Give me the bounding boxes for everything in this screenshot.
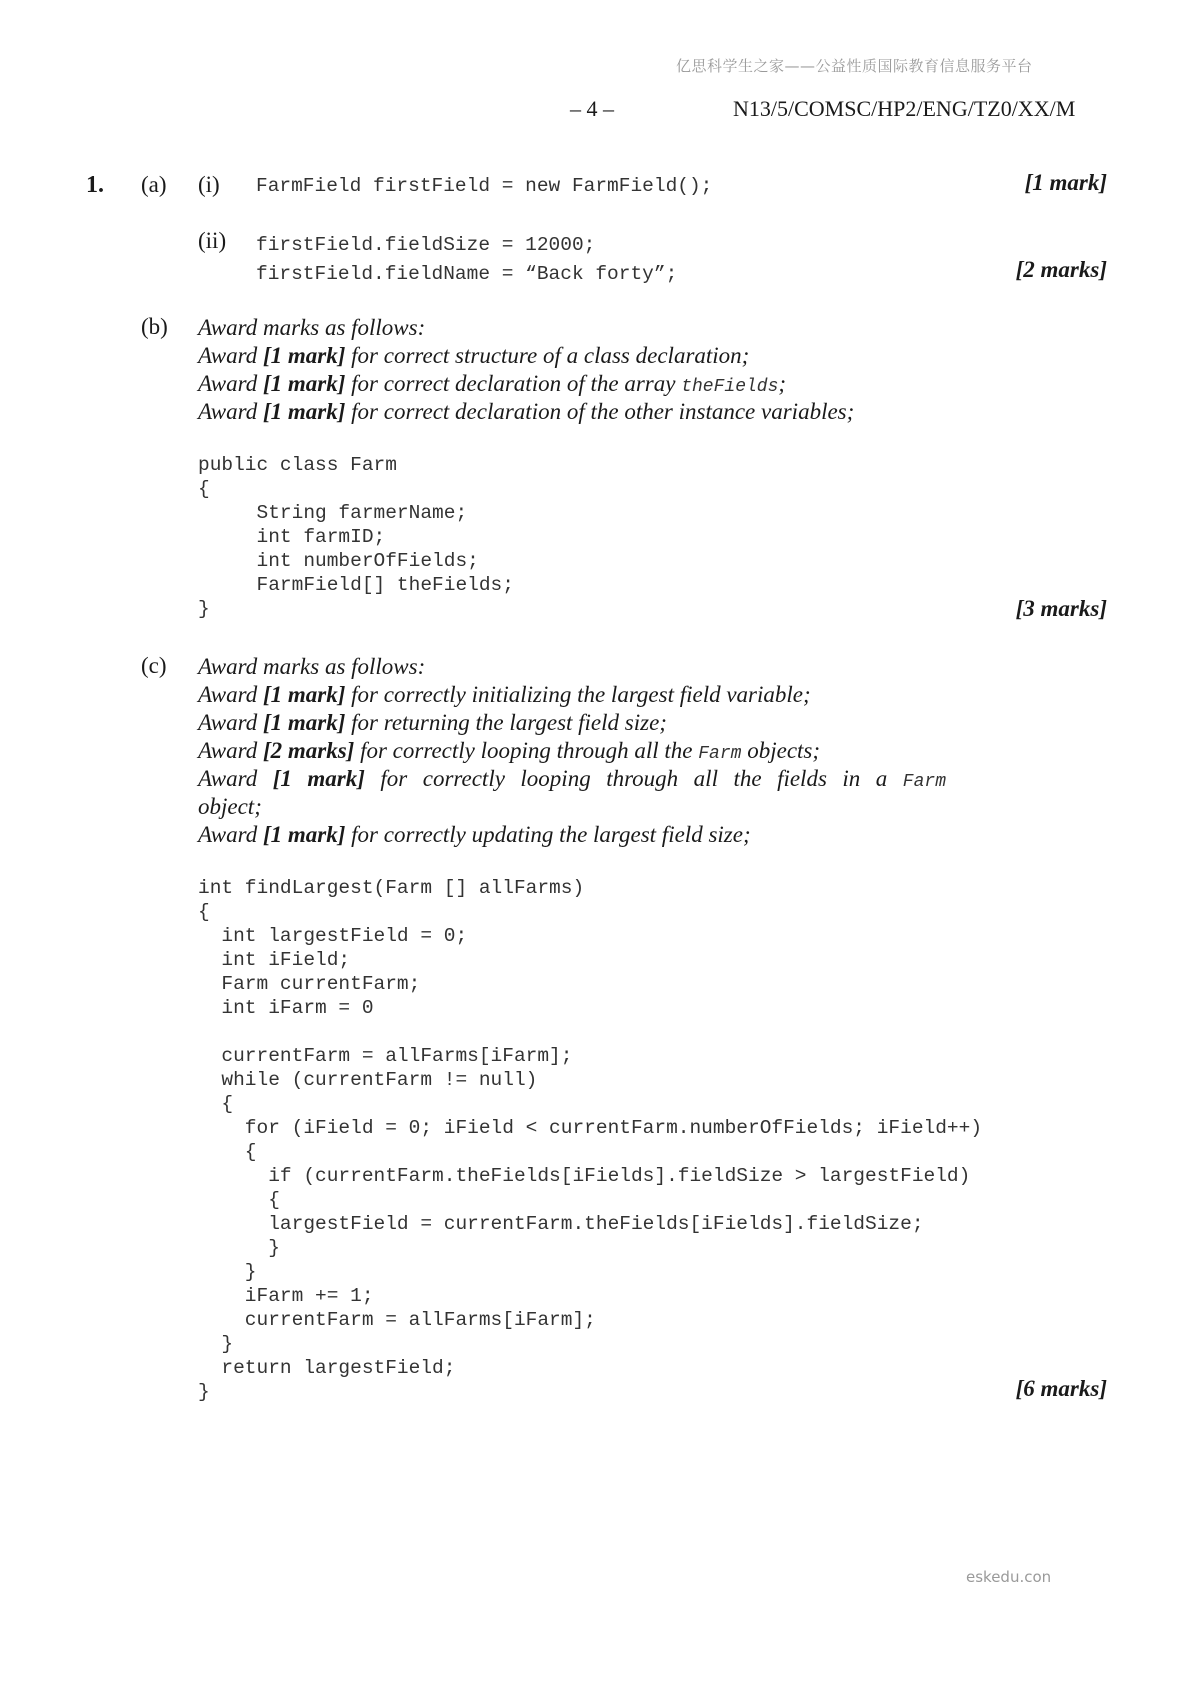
part-c-label: (c) <box>141 653 167 678</box>
part-c-line-2: Award [1 mark] for returning the largest field size; <box>198 710 667 735</box>
part-a-ii-marks: [2 marks] <box>1015 257 1107 282</box>
page-number: – 4 – <box>570 96 614 121</box>
part-b-intro: Award marks as follows: <box>198 315 426 340</box>
part-a-i-label: (i) <box>198 172 220 197</box>
paper-code: N13/5/COMSC/HP2/ENG/TZ0/XX/M <box>733 96 1076 121</box>
part-c-marks: [6 marks] <box>1015 1376 1107 1401</box>
part-b-line-1: Award [1 mark] for correct structure of a class declaration; <box>198 343 750 368</box>
watermark-top: 亿思科学生之家——公益性质国际教育信息服务平台 <box>676 57 1033 75</box>
part-c-intro: Award marks as follows: <box>198 654 426 679</box>
part-c-line-5: Award [1 mark] for correctly updating the largest field size; <box>198 822 751 847</box>
question-number: 1. <box>86 172 104 198</box>
part-c-line-3: Award [2 marks] for correctly looping through all the Farm objects; <box>198 738 821 764</box>
watermark-bottom: eskedu.con <box>966 1568 1052 1586</box>
part-a-label: (a) <box>141 172 167 197</box>
part-a-i-marks: [1 mark] <box>1024 170 1107 195</box>
part-c-line-1: Award [1 mark] for correctly initializing the largest field variable; <box>198 682 811 707</box>
part-b-marks: [3 marks] <box>1015 596 1107 621</box>
part-c-code: int findLargest(Farm [] allFarms) { int largestField = 0; int iField; Farm currentFarm; int iFarm = 0 currentFarm = allFarms[iFarm]; while (currentFarm != null) { for (iField = 0; iField < currentFarm.numberOfFields; iField++) { if (currentFarm.theFields[iFields].fieldSize > largestField) { largestField = currentFarm.theFields[iFields].fieldSize; } } iFarm += 1; currentFarm = allFarms[iFarm]; } return largestField; } <box>198 877 983 1403</box>
part-a-i-code: FarmField firstField = new FarmField(); <box>256 175 713 197</box>
part-a-ii-label: (ii) <box>198 228 227 253</box>
part-b-label: (b) <box>141 314 168 339</box>
part-b-line-3: Award [1 mark] for correct declaration of the other instance variables; <box>198 399 855 424</box>
part-b-line-2: Award [1 mark] for correct declaration of the array theFields; <box>198 371 787 397</box>
part-a-ii-code: firstField.fieldSize = 12000; firstField.fieldName = “Back forty”; <box>256 234 678 285</box>
part-c-line-4-continued: object; <box>198 794 262 819</box>
part-b-code: public class Farm { String farmerName; int farmID; int numberOfFields; FarmField[] theFields; } <box>198 454 514 620</box>
part-c-line-4: Award [1 mark] for correctly looping through all the fields in a Farm <box>198 766 947 792</box>
